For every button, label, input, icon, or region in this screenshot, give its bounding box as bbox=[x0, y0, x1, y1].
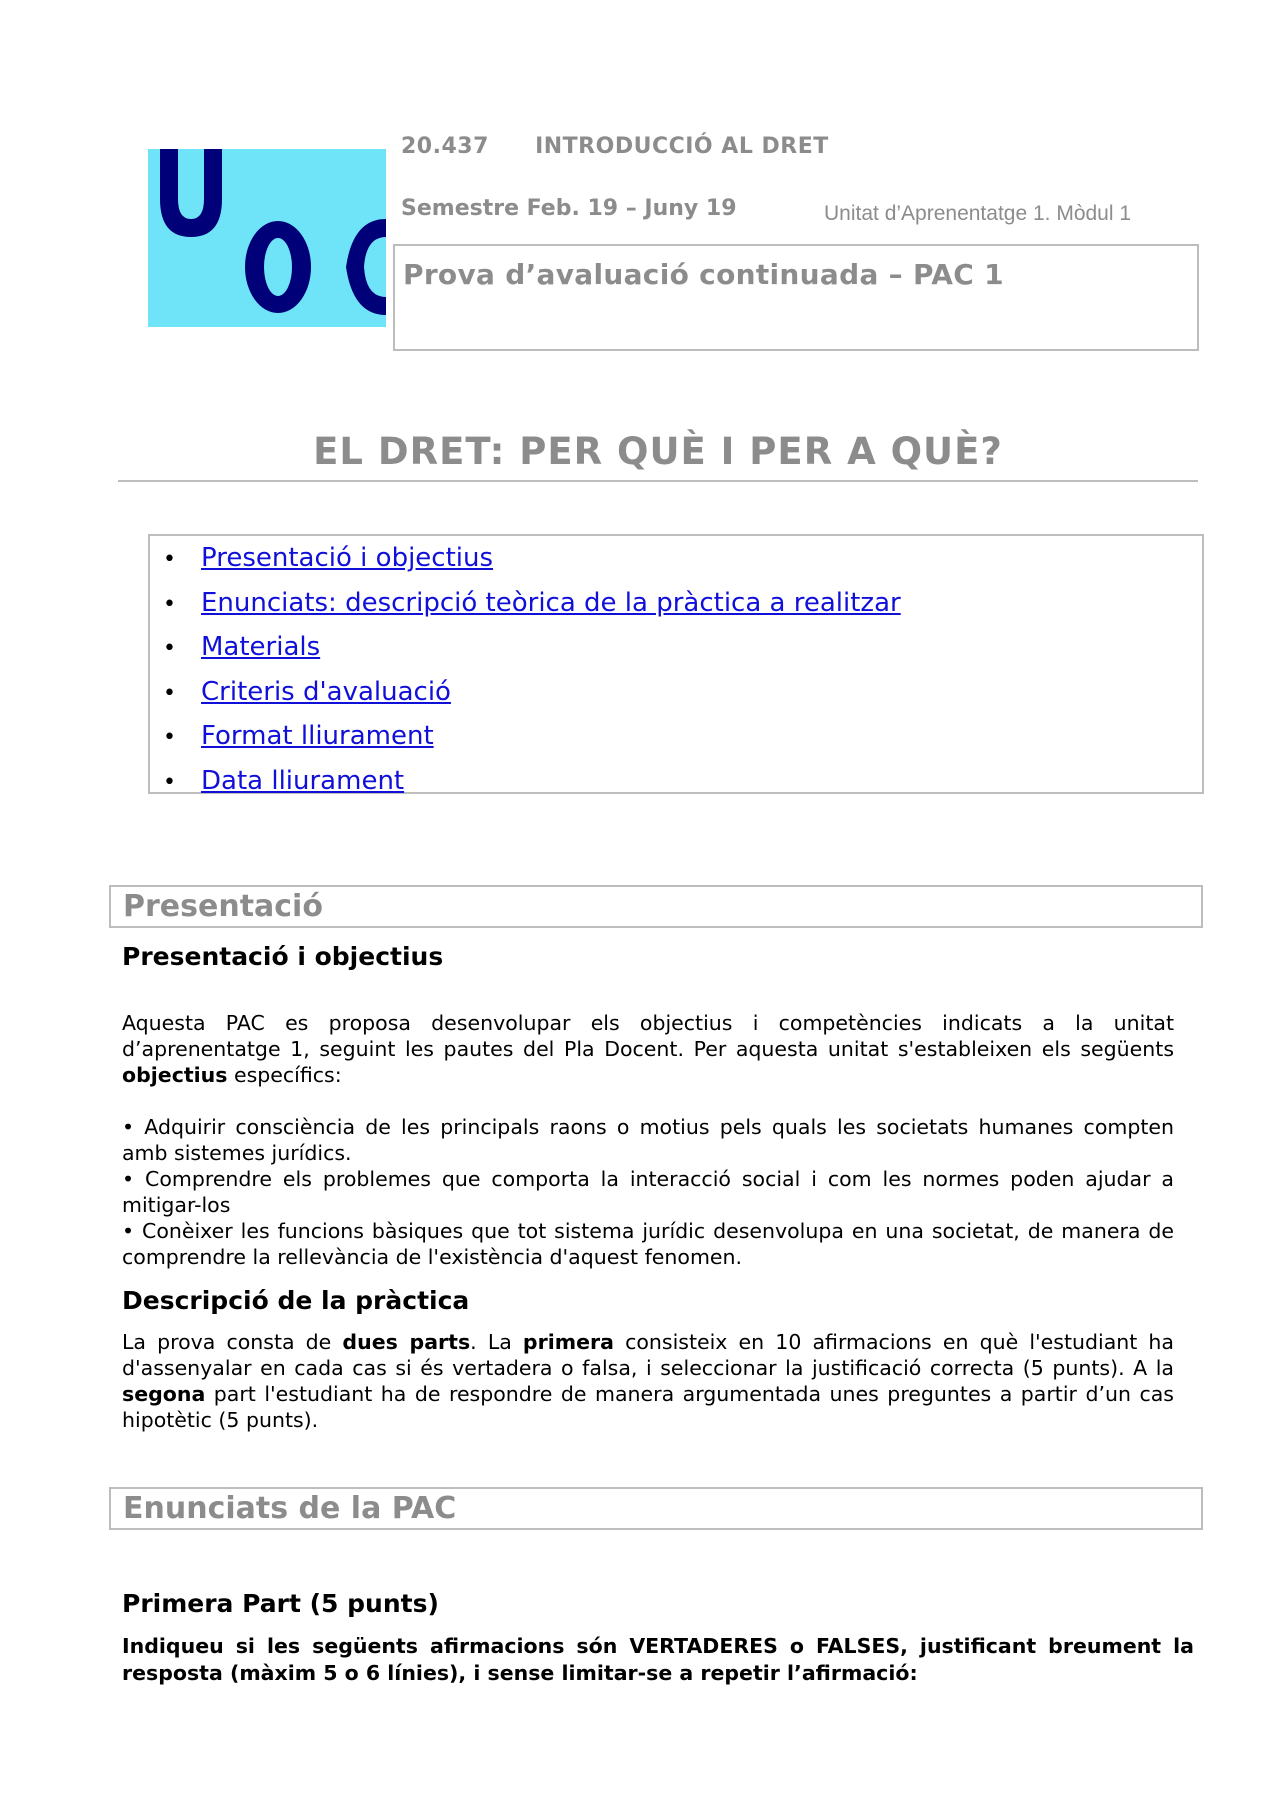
intro-text-end: específics: bbox=[227, 1063, 342, 1087]
page-title: EL DRET: PER QUÈ I PER A QUÈ? bbox=[313, 430, 1003, 473]
toc-item bbox=[163, 716, 901, 761]
bullet-icon: • bbox=[163, 725, 176, 750]
uoc-logo-icon bbox=[148, 149, 386, 327]
instruction-text: Indiqueu si les següents afirmacions són VERTADERES o FALSES, justificant breument la resposta (màxim 5 o 6 línies), i sense limitar-se a repetir l’afirmació: bbox=[122, 1634, 1194, 1685]
subtitle-descripcio: Descripció de la pràctica bbox=[122, 1286, 470, 1315]
pac-title: Prova d’avaluació continuada – PAC 1 bbox=[403, 258, 1004, 291]
subtitle-primera-part: Primera Part (5 punts) bbox=[122, 1589, 439, 1618]
section-title: Enunciats de la PAC bbox=[123, 1491, 457, 1526]
toc-item bbox=[163, 761, 901, 806]
bullet-icon: • bbox=[163, 547, 176, 572]
bullet-icon: • bbox=[163, 636, 176, 661]
uoc-logo bbox=[148, 149, 386, 327]
toc-link[interactable]: Format lliurament bbox=[201, 721, 434, 751]
toc-item bbox=[163, 627, 901, 672]
descripcio-bold: segona bbox=[122, 1382, 206, 1406]
descripcio-bold: primera bbox=[522, 1330, 614, 1354]
pac-title-box bbox=[393, 244, 1199, 351]
objective-item: • Conèixer les funcions bàsiques que tot sistema jurídic desenvolupa en una societat, de manera de comprendre la rellevància de l'existència d'aquest fenomen. bbox=[122, 1219, 1174, 1269]
objectives-list bbox=[122, 1114, 1174, 1270]
descripcio-text: . La bbox=[470, 1330, 523, 1354]
toc-item bbox=[163, 583, 901, 628]
intro-bold: objectius bbox=[122, 1063, 228, 1087]
toc-link[interactable]: Data lliurament bbox=[201, 765, 405, 796]
descripcio-paragraph bbox=[122, 1329, 1174, 1433]
course-name: INTRODUCCIÓ AL DRET bbox=[535, 134, 829, 159]
toc-item bbox=[163, 672, 901, 717]
semester-label: Semestre Feb. 19 – Juny 19 bbox=[401, 196, 737, 221]
toc-list bbox=[163, 538, 901, 805]
toc-link[interactable]: Materials bbox=[201, 632, 321, 662]
objective-item: • Adquirir consciència de les principals raons o motius pels quals les societats humanes compten amb sistemes jurídics. bbox=[122, 1115, 1174, 1165]
section-title: Presentació bbox=[123, 889, 323, 924]
bullet-icon: • bbox=[163, 769, 176, 795]
toc-link[interactable]: Presentació i objectius bbox=[201, 543, 494, 573]
subtitle-presentacio-objectius: Presentació i objectius bbox=[122, 942, 444, 971]
bullet-icon: • bbox=[163, 591, 176, 617]
course-code: 20.437 bbox=[401, 134, 489, 159]
intro-paragraph bbox=[122, 1010, 1174, 1088]
bullet-icon: • bbox=[163, 680, 176, 706]
course-heading bbox=[401, 134, 829, 159]
objective-item: • Comprendre els problemes que comporta la interacció social i com les normes poden ajudar a mitigar-los bbox=[122, 1167, 1174, 1217]
section-header-enunciats bbox=[109, 1487, 1203, 1530]
unit-label: Unitat d’Aprenentatge 1. Mòdul 1 bbox=[824, 202, 1132, 225]
descripcio-bold: dues parts bbox=[342, 1330, 471, 1354]
table-of-contents bbox=[148, 534, 1204, 794]
section-header-presentacio bbox=[109, 885, 1203, 928]
title-divider bbox=[118, 480, 1198, 482]
intro-text: Aquesta PAC es proposa desenvolupar els objectius i competències indicats a la unitat d’aprenentatge 1, seguint les pautes del Pla Docent. Per aquesta unitat s'estableixen els següents bbox=[122, 1011, 1174, 1061]
descripcio-text: La prova consta de bbox=[122, 1330, 343, 1354]
toc-link[interactable]: Enunciats: descripció teòrica de la pràctica a realitzar bbox=[201, 587, 901, 618]
descripcio-text: part l'estudiant ha de respondre de manera argumentada unes preguntes a partir d’un cas hipotètic (5 punts). bbox=[122, 1382, 1174, 1432]
descripcio-text: consisteix en 10 afirmacions en què l'estudiant ha d'assenyalar en cada cas si és vertadera o falsa, i seleccionar la justificació correcta (5 punts). A la bbox=[122, 1330, 1174, 1380]
toc-item bbox=[163, 538, 901, 583]
toc-link[interactable]: Criteris d'avaluació bbox=[201, 676, 451, 707]
